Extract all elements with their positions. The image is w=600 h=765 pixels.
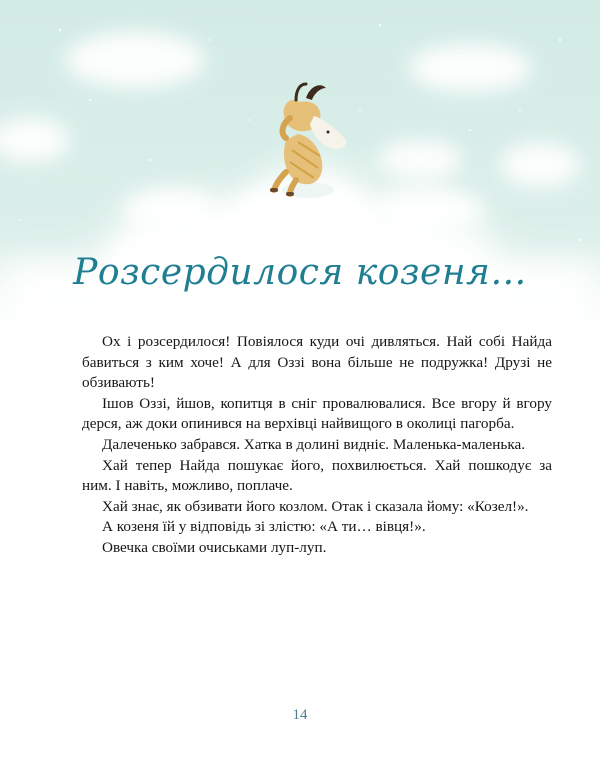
page-number: 14 bbox=[292, 707, 308, 723]
paragraph: Ох і розсердилося! Повіялося куди очі дивляться. Най собі Найда бавиться з ким хоче! А для Оззі вона більше не подружка! Друзі не обзивають! bbox=[82, 333, 552, 392]
paragraph: А козеня їй у відповідь зі злістю: «А ти… вівця!». bbox=[102, 518, 426, 536]
paragraph: Хай тепер Найда пошукає його, похвилюється. Хай пошкодує за ним. І навіть, можливо, поплаче. bbox=[82, 456, 552, 495]
paragraph: Ішов Оззі, йшов, копитця в сніг провалювалися. Все вгору й вгору дерся, аж доки опинився на верхівці найвищого в околиці пагорба. bbox=[82, 394, 552, 433]
story-text bbox=[82, 332, 552, 559]
paragraph: Хай знає, як обзивати його козлом. Отак і сказала йому: «Козел!». bbox=[102, 497, 529, 515]
chapter-title: Розсердилося козеня… bbox=[73, 252, 527, 293]
paragraph: Овечка своїми очиськами луп-луп. bbox=[102, 538, 327, 556]
paragraph: Далеченько забрався. Хатка в долині видніє. Маленька-маленька. bbox=[102, 435, 526, 453]
